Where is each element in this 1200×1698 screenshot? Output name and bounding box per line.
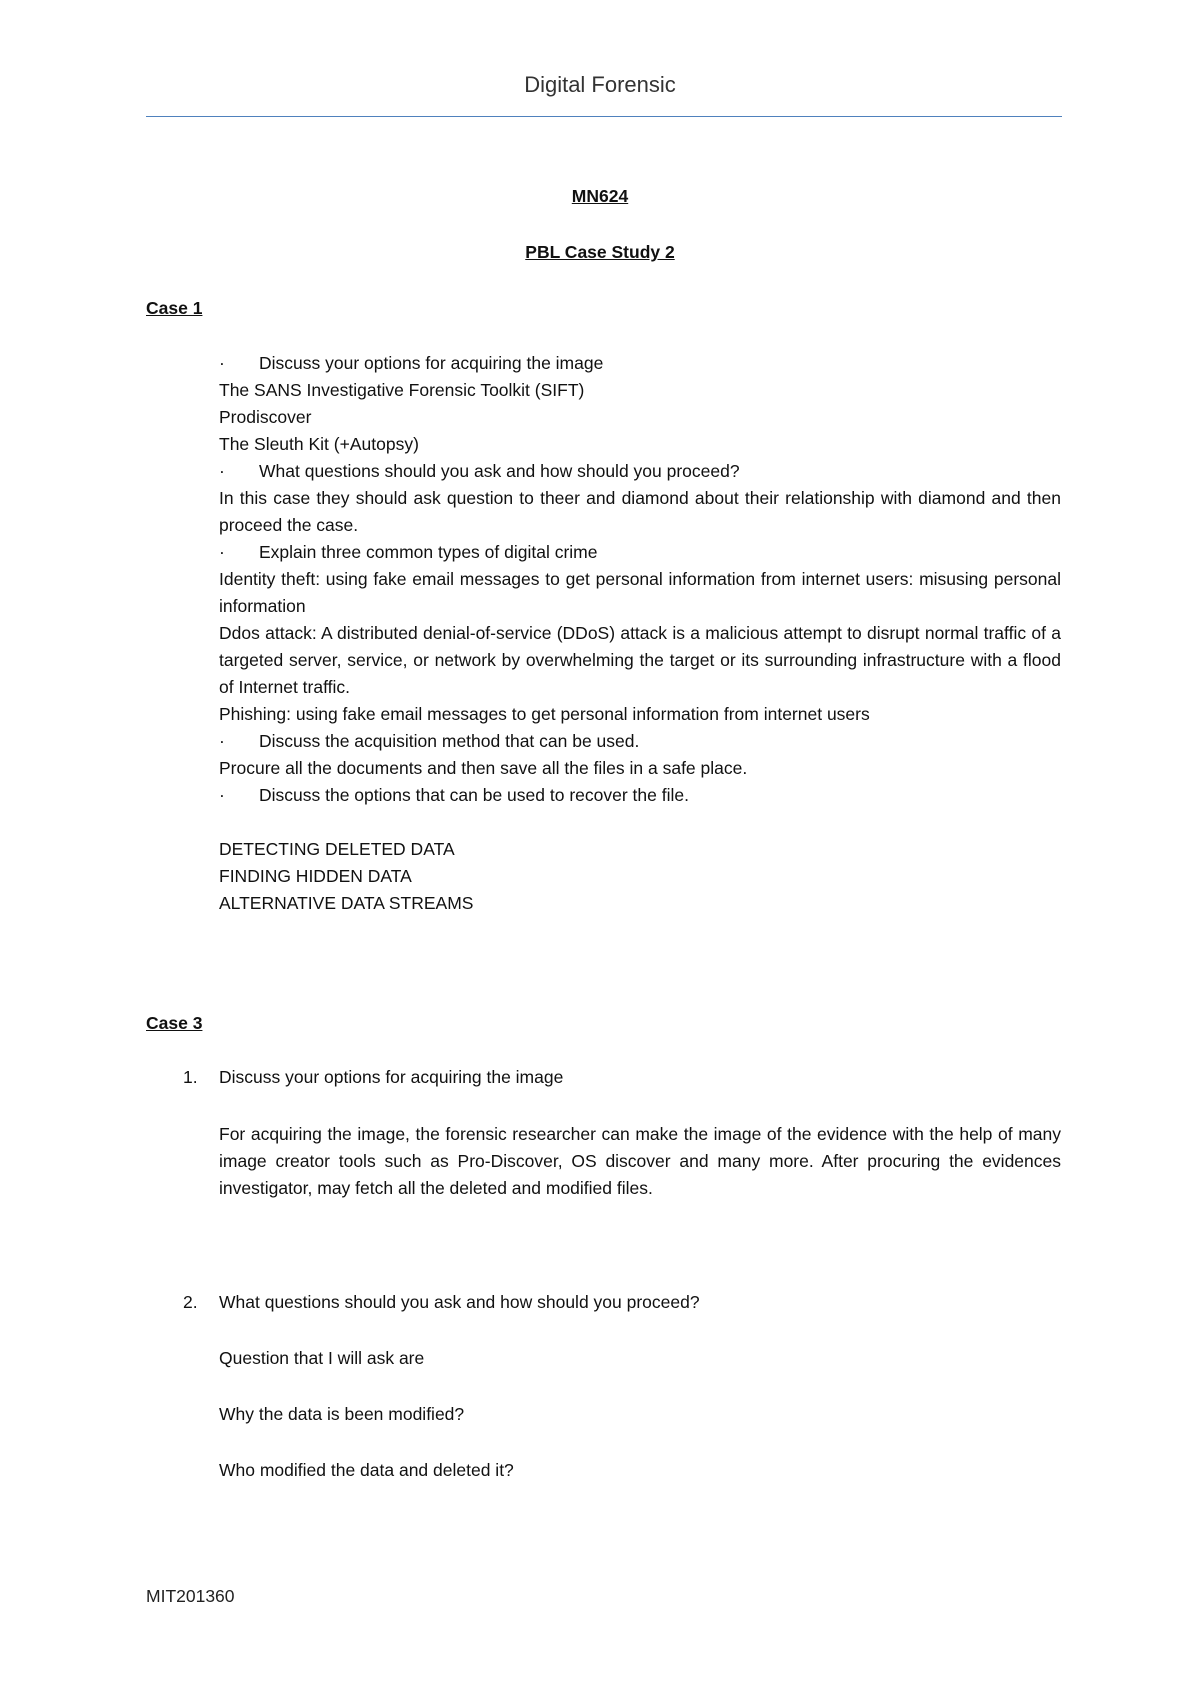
- recovery-method-3: ALTERNATIVE DATA STREAMS: [219, 893, 474, 913]
- case3-answer-2-question-a: Why the data is been modified?: [219, 1404, 465, 1424]
- case3-answer-2-question-b: Who modified the data and deleted it?: [219, 1460, 514, 1480]
- page-footer-id: MIT201360: [146, 1586, 235, 1606]
- case1-bullet-2: What questions should you ask and how should you proceed?: [259, 461, 740, 481]
- header-divider: [146, 116, 1062, 117]
- case3-number-1: 1.: [183, 1067, 198, 1087]
- case1-bullet-1: Discuss your options for acquiring the image: [259, 353, 604, 373]
- case1-tool-2: Prodiscover: [219, 407, 312, 427]
- recovery-method-1: DETECTING DELETED DATA: [219, 839, 455, 859]
- case1-paragraph-ddos: Ddos attack: A distributed denial-of-service (DDoS) attack is a malicious attempt to disrupt normal traffic of a targeted server, service, or network by overwhelming the target or its surrounding infrastructure with a flood of Internet traffic.: [219, 623, 1061, 697]
- case3-question-1: Discuss your options for acquiring the image: [219, 1067, 564, 1087]
- bullet-icon: ·: [219, 353, 225, 373]
- case3-question-2: What questions should you ask and how should you proceed?: [219, 1292, 700, 1312]
- case1-heading: Case 1: [146, 298, 203, 318]
- case3-answer-1: For acquiring the image, the forensic researcher can make the image of the evidence with the help of many image creator tools such as Pro-Discover, OS discover and many more. After procuring the evidences investigator, may fetch all the deleted and modified files.: [219, 1124, 1061, 1198]
- case3-heading: Case 3: [146, 1013, 203, 1033]
- case1-bullet-3: Explain three common types of digital crime: [259, 542, 598, 562]
- case3-number-2: 2.: [183, 1292, 198, 1312]
- case1-bullet-5: Discuss the options that can be used to recover the file.: [259, 785, 689, 805]
- case1-bullet-4: Discuss the acquisition method that can be used.: [259, 731, 640, 751]
- case1-paragraph-1: In this case they should ask question to theer and diamond about their relationship with diamond and then proceed the case.: [219, 488, 1061, 535]
- case1-tool-1: The SANS Investigative Forensic Toolkit (SIFT): [219, 380, 585, 400]
- bullet-icon: ·: [219, 785, 225, 805]
- bullet-icon: ·: [219, 461, 225, 481]
- recovery-method-2: FINDING HIDDEN DATA: [219, 866, 412, 886]
- page-header-title: Digital Forensic: [524, 72, 676, 97]
- case1-paragraph-identity-theft: Identity theft: using fake email messages to get personal information from internet users: misusing personal information: [219, 569, 1061, 616]
- document-subtitle: PBL Case Study 2: [525, 242, 675, 262]
- bullet-icon: ·: [219, 731, 225, 751]
- bullet-icon: ·: [219, 542, 225, 562]
- course-code: MN624: [571, 186, 629, 206]
- case1-paragraph-procure: Procure all the documents and then save all the files in a safe place.: [219, 758, 748, 778]
- case1-tool-3: The Sleuth Kit (+Autopsy): [219, 434, 419, 454]
- case3-answer-2-intro: Question that I will ask are: [219, 1348, 425, 1368]
- case1-paragraph-phishing: Phishing: using fake email messages to get personal information from internet users: [219, 704, 870, 724]
